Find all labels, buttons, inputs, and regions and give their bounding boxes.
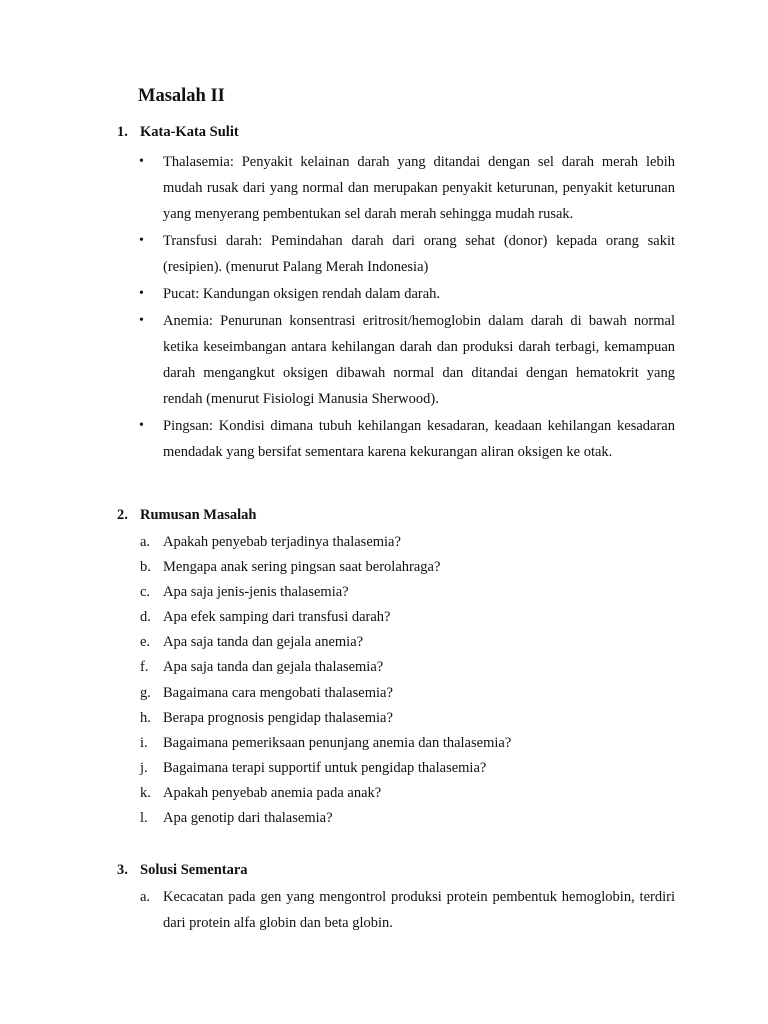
list-text: Apa efek samping dari transfusi darah? xyxy=(163,609,391,626)
list-marker: j. xyxy=(140,759,148,776)
list-text: Apa saja tanda dan gejala thalasemia? xyxy=(163,659,384,676)
list-marker: l. xyxy=(140,810,148,827)
list-text: Berapa prognosis pengidap thalasemia? xyxy=(163,709,393,726)
page-title: Masalah II xyxy=(138,86,225,106)
list-item xyxy=(140,681,675,706)
list-marker: c. xyxy=(140,584,151,601)
list-text: Apa saja tanda dan gejala anemia? xyxy=(163,634,364,651)
list-marker: i. xyxy=(140,734,148,751)
definition-item: • Transfusi darah: Pemindahan darah dari orang sehat (donor) kepada orang sakit (resipien). (menurut Palang Merah Indonesia) xyxy=(139,228,675,280)
list-item xyxy=(140,884,675,936)
section-number: 2. xyxy=(117,507,128,523)
section-title: Rumusan Masalah xyxy=(140,507,257,523)
list-marker: k. xyxy=(140,784,151,801)
definition-item: • Pingsan: Kondisi dimana tubuh kehilangan kesadaran, keadaan kehilangan kesadaran mendadak yang bersifat sementara karena kekurangan aliran oksigen ke otak. xyxy=(139,413,675,465)
list-item xyxy=(140,655,675,680)
list-text: Bagaimana cara mengobati thalasemia? xyxy=(163,684,393,701)
section-title: Kata-Kata Sulit xyxy=(140,124,239,140)
list-marker: b. xyxy=(140,559,151,576)
list-marker: h. xyxy=(140,709,151,726)
definition-item: • Pucat: Kandungan oksigen rendah dalam darah. xyxy=(139,281,675,307)
list-item xyxy=(140,731,675,756)
section-number: 1. xyxy=(117,124,128,140)
list-text: Apakah penyebab anemia pada anak? xyxy=(163,784,382,801)
section-heading-solusi-sementara xyxy=(117,862,248,879)
section-heading-rumusan-masalah xyxy=(117,507,256,524)
list-item xyxy=(140,605,675,630)
section-number: 3. xyxy=(117,862,128,878)
list-text: Apa saja jenis-jenis thalasemia? xyxy=(163,584,349,601)
definitions-list xyxy=(139,149,675,466)
list-marker: a. xyxy=(140,889,151,905)
list-marker: f. xyxy=(140,659,149,676)
list-text: Apa genotip dari thalasemia? xyxy=(163,810,333,827)
list-item xyxy=(140,530,675,555)
definition-item: • Anemia: Penurunan konsentrasi eritrosit/hemoglobin dalam darah di bawah normal ketika keseimbangan antara kehilangan darah dan produksi darah terbagi, kemampuan darah mengangkut oksigen dibawah normal dan ditandai dengan hematokrit yang rendah (menurut Fisiologi Manusia Sherwood). xyxy=(139,308,675,412)
list-text: Mengapa anak sering pingsan saat berolahraga? xyxy=(163,559,441,576)
definition-item: • Thalasemia: Penyakit kelainan darah yang ditandai dengan sel darah merah lebih mudah rusak dari yang normal dan merupakan penyakit keturunan, penyakit keturunan yang menyerang pembentukan sel darah merah sehingga mudah rusak. xyxy=(139,149,675,227)
list-item xyxy=(140,781,675,806)
list-marker: a. xyxy=(140,534,151,550)
list-item xyxy=(140,630,675,655)
list-marker: g. xyxy=(140,684,151,701)
list-marker: e. xyxy=(140,634,151,651)
list-item xyxy=(140,555,675,580)
list-item xyxy=(140,806,675,831)
section-heading-kata-kata-sulit xyxy=(117,124,239,141)
list-text: Bagaimana pemeriksaan penunjang anemia dan thalasemia? xyxy=(163,734,512,751)
list-text: Kecacatan pada gen yang mengontrol produksi protein pembentuk hemoglobin, terdiri dari protein alfa globin dan beta globin. xyxy=(163,889,675,931)
solutions-list xyxy=(140,884,675,936)
list-marker: d. xyxy=(140,609,151,626)
list-text: Bagaimana terapi supportif untuk pengidap thalasemia? xyxy=(163,759,487,776)
list-item xyxy=(140,706,675,731)
section-title: Solusi Sementara xyxy=(140,862,248,878)
list-text: Apakah penyebab terjadinya thalasemia? xyxy=(163,534,401,550)
questions-list xyxy=(140,530,675,831)
list-item xyxy=(140,580,675,605)
list-item xyxy=(140,756,675,781)
